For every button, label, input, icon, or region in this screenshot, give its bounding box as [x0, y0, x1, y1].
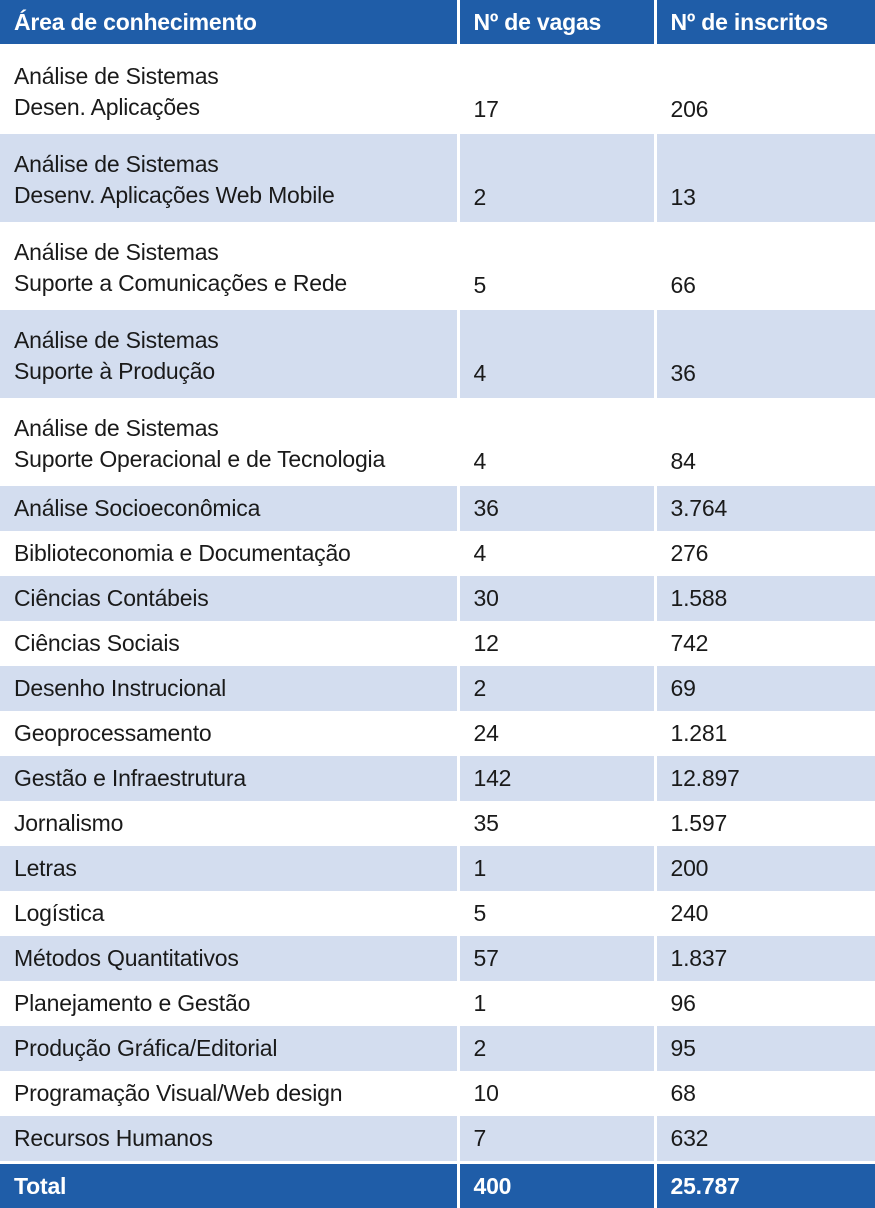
table-row	[0, 1026, 875, 1071]
inscritos-cell: 69	[655, 666, 875, 711]
area-line: Análise Socioeconômica	[14, 495, 457, 522]
vagas-cell: 7	[458, 1116, 655, 1163]
table-row	[0, 531, 875, 576]
area-cell	[0, 486, 458, 531]
inscritos-cell: 13	[655, 134, 875, 222]
area-line: Programação Visual/Web design	[14, 1080, 457, 1107]
inscritos-cell: 632	[655, 1116, 875, 1163]
area-line: Geoprocessamento	[14, 720, 457, 747]
area-cell	[0, 222, 458, 310]
vagas-cell: 17	[458, 45, 655, 134]
vagas-cell: 1	[458, 846, 655, 891]
area-line: Suporte a Comunicações e Rede	[14, 268, 457, 299]
vagas-cell: 2	[458, 1026, 655, 1071]
inscritos-cell: 96	[655, 981, 875, 1026]
area-cell	[0, 936, 458, 981]
table-row	[0, 486, 875, 531]
area-line: Desenv. Aplicações Web Mobile	[14, 180, 457, 211]
vagas-cell: 2	[458, 666, 655, 711]
inscritos-cell: 742	[655, 621, 875, 666]
vagas-cell: 30	[458, 576, 655, 621]
inscritos-cell: 1.597	[655, 801, 875, 846]
inscritos-cell: 66	[655, 222, 875, 310]
table-row	[0, 222, 875, 310]
area-line: Desen. Aplicações	[14, 92, 457, 123]
vagas-cell: 35	[458, 801, 655, 846]
table-header	[0, 0, 875, 45]
table-row	[0, 576, 875, 621]
area-line: Análise de Sistemas	[14, 237, 457, 268]
area-line: Análise de Sistemas	[14, 325, 457, 356]
area-cell	[0, 846, 458, 891]
table-row	[0, 1071, 875, 1116]
area-line: Jornalismo	[14, 810, 457, 837]
area-cell	[0, 981, 458, 1026]
area-cell	[0, 310, 458, 398]
vagas-cell: 4	[458, 310, 655, 398]
area-line: Análise de Sistemas	[14, 413, 457, 444]
area-line: Métodos Quantitativos	[14, 945, 457, 972]
total-inscritos: 25.787	[655, 1163, 875, 1208]
area-cell	[0, 801, 458, 846]
table-row	[0, 310, 875, 398]
vagas-cell: 2	[458, 134, 655, 222]
area-cell	[0, 621, 458, 666]
header-vagas: Nº de vagas	[458, 0, 655, 45]
table-row	[0, 1116, 875, 1163]
total-vagas: 400	[458, 1163, 655, 1208]
vagas-cell: 5	[458, 891, 655, 936]
vagas-cell: 1	[458, 981, 655, 1026]
area-line: Recursos Humanos	[14, 1125, 457, 1152]
inscritos-cell: 68	[655, 1071, 875, 1116]
table-row	[0, 621, 875, 666]
table-row	[0, 981, 875, 1026]
area-line: Ciências Sociais	[14, 630, 457, 657]
area-line: Letras	[14, 855, 457, 882]
inscritos-cell: 3.764	[655, 486, 875, 531]
header-area: Área de conhecimento	[0, 0, 458, 45]
vagas-cell: 12	[458, 621, 655, 666]
total-label: Total	[0, 1163, 458, 1208]
area-line: Suporte à Produção	[14, 356, 457, 387]
area-line: Ciências Contábeis	[14, 585, 457, 612]
inscritos-cell: 84	[655, 398, 875, 486]
inscritos-cell: 276	[655, 531, 875, 576]
vagas-cell: 142	[458, 756, 655, 801]
area-cell	[0, 1071, 458, 1116]
vagas-cell: 36	[458, 486, 655, 531]
area-line: Logística	[14, 900, 457, 927]
table-row	[0, 846, 875, 891]
table-body	[0, 45, 875, 1163]
table-footer	[0, 1163, 875, 1208]
area-cell	[0, 891, 458, 936]
inscritos-cell: 200	[655, 846, 875, 891]
table-row	[0, 45, 875, 134]
area-cell	[0, 45, 458, 134]
area-line: Suporte Operacional e de Tecnologia	[14, 444, 457, 475]
area-cell	[0, 576, 458, 621]
inscritos-cell: 1.837	[655, 936, 875, 981]
area-cell	[0, 711, 458, 756]
area-line: Desenho Instrucional	[14, 675, 457, 702]
area-cell	[0, 666, 458, 711]
table-row	[0, 936, 875, 981]
vagas-cell: 4	[458, 531, 655, 576]
vagas-cell: 10	[458, 1071, 655, 1116]
inscritos-cell: 36	[655, 310, 875, 398]
table-row	[0, 711, 875, 756]
inscritos-cell: 1.588	[655, 576, 875, 621]
area-line: Análise de Sistemas	[14, 61, 457, 92]
inscritos-cell: 206	[655, 45, 875, 134]
header-row	[0, 0, 875, 45]
table-row	[0, 134, 875, 222]
area-line: Gestão e Infraestrutura	[14, 765, 457, 792]
vagas-cell: 4	[458, 398, 655, 486]
area-cell	[0, 756, 458, 801]
table-row	[0, 398, 875, 486]
total-row	[0, 1163, 875, 1208]
inscritos-cell: 95	[655, 1026, 875, 1071]
table-row	[0, 801, 875, 846]
vagas-cell: 5	[458, 222, 655, 310]
table-row	[0, 666, 875, 711]
table-row	[0, 756, 875, 801]
area-line: Biblioteconomia e Documentação	[14, 540, 457, 567]
table-row	[0, 891, 875, 936]
inscritos-cell: 240	[655, 891, 875, 936]
vagas-cell: 24	[458, 711, 655, 756]
area-line: Planejamento e Gestão	[14, 990, 457, 1017]
area-line: Produção Gráfica/Editorial	[14, 1035, 457, 1062]
header-inscritos: Nº de inscritos	[655, 0, 875, 45]
area-cell	[0, 1026, 458, 1071]
area-cell	[0, 531, 458, 576]
area-cell	[0, 1116, 458, 1163]
inscritos-cell: 12.897	[655, 756, 875, 801]
inscritos-cell: 1.281	[655, 711, 875, 756]
area-cell	[0, 398, 458, 486]
area-line: Análise de Sistemas	[14, 149, 457, 180]
area-cell	[0, 134, 458, 222]
vagas-cell: 57	[458, 936, 655, 981]
